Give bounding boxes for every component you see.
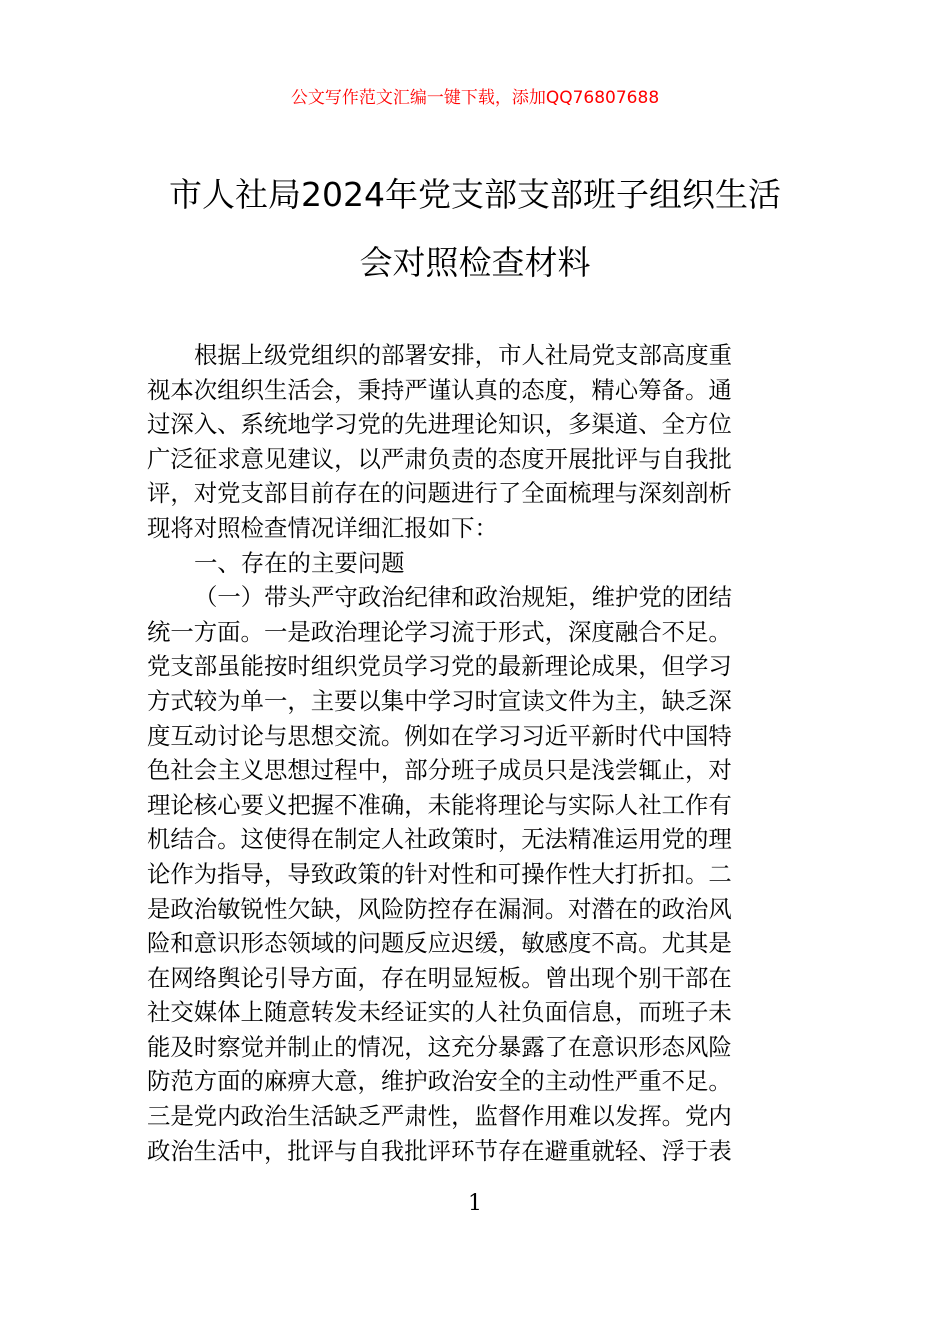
body-line: 方式较为单一，主要以集中学习时宣读文件为主，缺乏深 (147, 686, 732, 715)
body-line: 社交媒体上随意转发未经证实的人社负面信息，而班子未 (147, 998, 732, 1027)
body-line: 色社会主义思想过程中，部分班子成员只是浅尝辄止，对 (147, 756, 732, 785)
body-line: 政治生活中，批评与自我批评环节存在避重就轻、浮于表 (147, 1136, 732, 1165)
body-line: 险和意识形态领域的问题反应迟缓，敏感度不高。尤其是 (147, 929, 732, 958)
body-line: 广泛征求意见建议，以严肃负责的态度开展批评与自我批 (147, 444, 732, 473)
body-line: 是政治敏锐性欠缺，风险防控存在漏洞。对潜在的政治风 (147, 894, 732, 923)
body-line: 现将对照检查情况详细汇报如下： (147, 513, 498, 542)
body-line: 论作为指导，导致政策的针对性和可操作性大打折扣。二 (147, 859, 732, 888)
section-heading: 一、存在的主要问题 (194, 548, 405, 577)
page-number: 1 (468, 1191, 482, 1216)
body-line: （一）带头严守政治纪律和政治规矩，维护党的团结 (194, 583, 732, 612)
document-body (147, 338, 811, 1168)
body-line: 理论核心要义把握不准确，未能将理论与实际人社工作有 (147, 790, 732, 819)
body-line: 能及时察觉并制止的情况，这充分暴露了在意识形态风险 (147, 1032, 732, 1061)
body-line: 评，对党支部目前存在的问题进行了全面梳理与深刻剖析 (147, 479, 732, 508)
body-line: 度互动讨论与思想交流。例如在学习习近平新时代中国特 (147, 721, 732, 750)
body-line: 根据上级党组织的部署安排，市人社局党支部高度重 (194, 341, 732, 369)
download-watermark: 公文写作范文汇编一键下载，添加QQ76807688 (290, 88, 660, 108)
body-line: 在网络舆论引导方面，存在明显短板。曾出现个别干部在 (147, 963, 732, 992)
body-line: 过深入、系统地学习党的先进理论知识，多渠道、全方位 (147, 410, 732, 439)
body-line: 统一方面。一是政治理论学习流于形式，深度融合不足。 (147, 617, 732, 646)
body-line: 党支部虽能按时组织党员学习党的最新理论成果，但学习 (147, 652, 732, 681)
body-line: 防范方面的麻痹大意，维护政治安全的主动性严重不足。 (147, 1067, 732, 1096)
body-line: 三是党内政治生活缺乏严肃性，监督作用难以发挥。党内 (147, 1102, 732, 1131)
body-line: 机结合。这使得在制定人社政策时，无法精准运用党的理 (147, 825, 732, 854)
title-line-2: 会对照检查材料 (359, 243, 591, 282)
document-title (120, 170, 830, 288)
body-line: 视本次组织生活会，秉持严谨认真的态度，精心筹备。通 (147, 375, 732, 404)
title-line-1: 市人社局2024年党支部支部班子组织生活 (169, 175, 781, 214)
